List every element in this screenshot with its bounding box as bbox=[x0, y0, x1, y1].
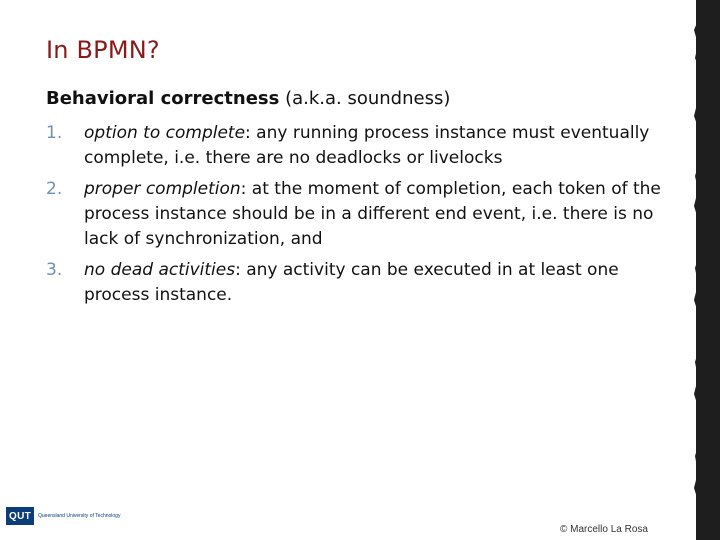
qut-logo bbox=[6, 506, 120, 526]
heading-rest: (a.k.a. soundness) bbox=[279, 88, 451, 109]
criteria-list bbox=[46, 121, 676, 314]
logo-mark: QUT bbox=[6, 507, 34, 525]
list-item bbox=[46, 258, 676, 308]
item-number: 1. bbox=[46, 123, 63, 143]
item-text: : at the moment of completion, each token of the process instance should be in a different end event, i.e. there is no lack of synchronization, and bbox=[84, 179, 661, 249]
item-term: option to complete bbox=[84, 123, 246, 143]
item-term: no dead activities bbox=[84, 260, 236, 280]
item-number: 3. bbox=[46, 260, 63, 280]
list-item bbox=[46, 177, 676, 252]
logo-text: Queensland University of Technology bbox=[38, 513, 121, 519]
slide-title: In BPMN? bbox=[46, 36, 160, 64]
copyright-notice: © Marcello La Rosa bbox=[560, 524, 648, 535]
item-text: : any running process instance must eventually complete, i.e. there are no deadlocks or livelocks bbox=[84, 123, 650, 168]
item-number: 2. bbox=[46, 179, 63, 199]
section-heading bbox=[46, 88, 450, 109]
item-text: : any activity can be executed in at least one process instance. bbox=[84, 260, 619, 305]
torn-edge-icon bbox=[692, 0, 702, 540]
heading-bold: Behavioral correctness bbox=[46, 88, 280, 109]
list-item bbox=[46, 121, 676, 171]
torn-edge-decoration bbox=[696, 0, 720, 540]
item-term: proper completion bbox=[84, 179, 241, 199]
